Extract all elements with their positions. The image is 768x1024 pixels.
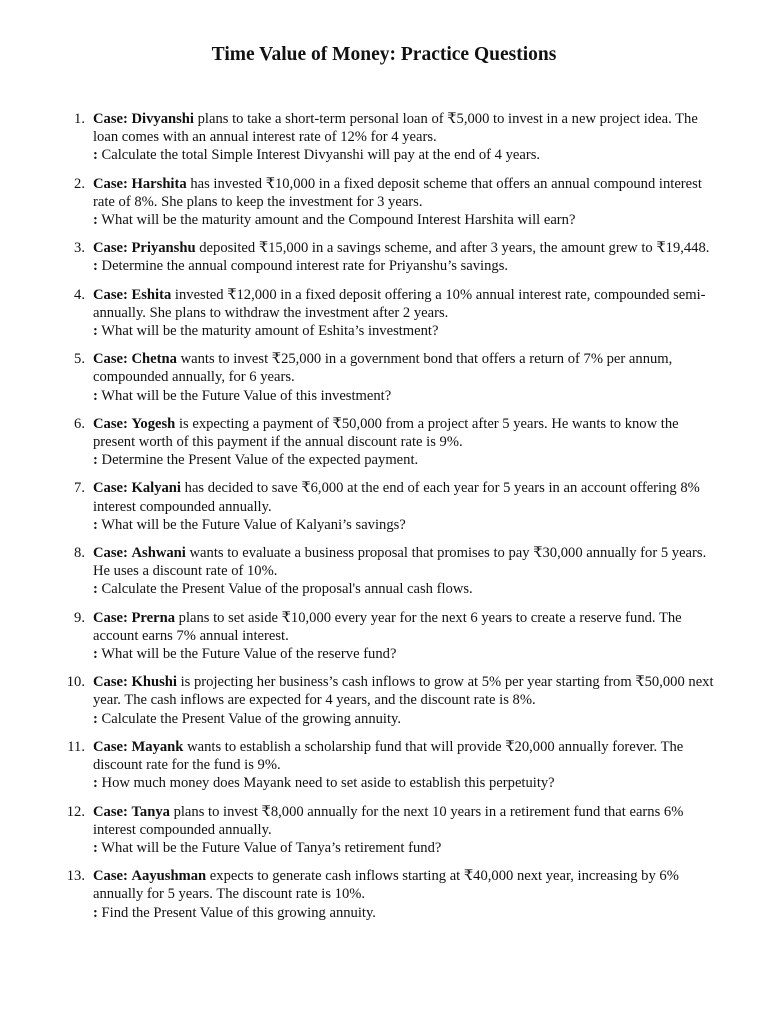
question-prefix: :	[93, 775, 98, 792]
case-name: Kalyani	[131, 480, 181, 497]
case-name: Priyanshu	[131, 240, 196, 257]
case-label: Case:	[93, 674, 128, 691]
question-number: 3.	[74, 240, 85, 257]
question-item	[0, 239, 768, 275]
case-text: wants to evaluate a business proposal that promises to pay ₹30,000 annually for 5 years. He uses a discount rate of 10%.	[93, 545, 707, 580]
case-text: wants to establish a scholarship fund that will provide ₹20,000 annually forever. The discount rate for the fund is 9%.	[93, 738, 684, 774]
question-text: What will be the Future Value of the reserve fund?	[101, 646, 397, 663]
case-label: Case:	[93, 868, 128, 885]
question-item	[0, 544, 768, 599]
question-item	[0, 175, 768, 230]
question-line	[93, 839, 722, 857]
case-name: Prerna	[131, 609, 176, 626]
question-line	[93, 516, 722, 534]
question-text: Calculate the Present Value of the growing annuity.	[101, 710, 402, 727]
case-name: Tanya	[131, 803, 170, 820]
question-line	[93, 645, 722, 663]
case-name: Eshita	[131, 286, 172, 303]
question-item	[0, 803, 768, 858]
question-number: 12.	[66, 803, 85, 820]
question-prefix: :	[93, 904, 98, 921]
question-number: 8.	[74, 545, 85, 562]
question-line	[93, 904, 722, 922]
question-item	[0, 609, 768, 664]
question-number: 6.	[74, 415, 85, 432]
case-text: plans to take a short-term personal loan of ₹5,000 to invest in a new project idea. The loan comes with an annual interest rate of 12% for 4 years.	[93, 111, 698, 146]
case-label: Case:	[93, 415, 128, 432]
case-text: plans to invest ₹8,000 annually for the next 10 years in a retirement fund that earns 6% interest compounded annually.	[93, 803, 684, 838]
question-text: What will be the maturity amount and the Compound Interest Harshita will earn?	[101, 212, 576, 229]
question-text: Find the Present Value of this growing annuity.	[101, 904, 376, 921]
question-line	[93, 211, 722, 229]
question-item	[0, 415, 768, 470]
case-text: wants to invest ₹25,000 in a government bond that offers a return of 7% per annum, compounded annually, for 6 years.	[93, 351, 673, 386]
case-name: Harshita	[131, 175, 187, 192]
question-item	[0, 110, 768, 165]
case-label: Case:	[93, 286, 128, 303]
question-number: 11.	[67, 738, 85, 755]
question-number: 4.	[74, 286, 85, 303]
question-prefix: :	[93, 581, 98, 598]
question-line	[93, 322, 722, 340]
question-number: 5.	[74, 351, 85, 368]
question-number: 13.	[66, 868, 85, 885]
case-name: Ashwani	[131, 545, 186, 562]
case-label: Case:	[93, 545, 128, 562]
question-text: Determine the annual compound interest rate for Priyanshu’s savings.	[101, 258, 509, 275]
question-prefix: :	[93, 839, 98, 856]
question-number: 2.	[74, 175, 85, 192]
question-line	[93, 146, 722, 164]
question-text: What will be the maturity amount of Eshita’s investment?	[101, 323, 439, 340]
case-text: expects to generate cash inflows starting at ₹40,000 next year, increasing by 6% annually for 5 years. The discount rate is 10%.	[93, 868, 679, 903]
question-text: Calculate the Present Value of the proposal's annual cash flows.	[101, 581, 473, 598]
question-text: Determine the Present Value of the expected payment.	[101, 452, 419, 469]
question-text: Calculate the total Simple Interest Divyanshi will pay at the end of 4 years.	[101, 147, 541, 164]
case-name: Aayushman	[131, 868, 207, 885]
case-name: Divyanshi	[131, 111, 194, 127]
document-title: Time Value of Money: Practice Questions	[211, 44, 557, 65]
case-label: Case:	[93, 480, 128, 497]
question-list	[0, 110, 768, 932]
case-label: Case:	[93, 240, 128, 257]
question-line	[93, 710, 722, 728]
question-prefix: :	[93, 516, 98, 533]
case-text: has decided to save ₹6,000 at the end of each year for 5 years in an account offering 8% interest compounded annually.	[93, 480, 700, 515]
case-name: Mayank	[131, 738, 184, 755]
case-text: deposited ₹15,000 in a savings scheme, and after 3 years, the amount grew to ₹19,448.	[199, 240, 710, 257]
question-number: 10.	[66, 674, 85, 691]
question-item	[0, 479, 768, 534]
question-number: 1.	[74, 111, 85, 127]
question-line	[93, 580, 722, 598]
case-name: Khushi	[131, 674, 177, 691]
question-item	[0, 867, 768, 922]
question-line	[93, 257, 722, 275]
question-prefix: :	[93, 646, 98, 663]
question-prefix: :	[93, 387, 98, 404]
case-name: Chetna	[131, 351, 177, 368]
question-number: 7.	[74, 480, 85, 497]
case-name: Yogesh	[131, 415, 176, 432]
question-prefix: :	[93, 710, 98, 727]
case-text: plans to set aside ₹10,000 every year for the next 6 years to create a reserve fund. The account earns 7% annual interest.	[93, 609, 682, 644]
question-line	[93, 451, 722, 469]
question-line	[93, 387, 722, 405]
question-line	[93, 774, 722, 792]
question-prefix: :	[93, 452, 98, 469]
question-prefix: :	[93, 323, 98, 340]
case-label: Case:	[93, 738, 128, 755]
question-number: 9.	[74, 609, 85, 626]
question-item	[0, 673, 768, 728]
question-prefix: :	[93, 212, 98, 229]
case-label: Case:	[93, 111, 128, 127]
case-label: Case:	[93, 351, 128, 368]
question-text: How much money does Mayank need to set aside to establish this perpetuity?	[101, 775, 555, 792]
case-label: Case:	[93, 609, 128, 626]
question-text: What will be the Future Value of Kalyani’s savings?	[101, 516, 406, 533]
case-label: Case:	[93, 175, 128, 192]
case-text: is expecting a payment of ₹50,000 from a project after 5 years. He wants to know the present worth of this payment if the annual discount rate is 9%.	[93, 415, 679, 451]
question-text: What will be the Future Value of Tanya’s retirement fund?	[101, 839, 442, 856]
question-prefix: :	[93, 147, 98, 164]
question-text: What will be the Future Value of this investment?	[101, 387, 392, 404]
question-item	[0, 350, 768, 405]
case-text: invested ₹12,000 in a fixed deposit offering a 10% annual interest rate, compounded semi-annually. She plans to withdraw the investment after 2 years.	[93, 286, 706, 321]
case-label: Case:	[93, 803, 128, 820]
question-prefix: :	[93, 258, 98, 275]
question-item	[0, 738, 768, 793]
question-item	[0, 286, 768, 341]
case-text: has invested ₹10,000 in a fixed deposit scheme that offers an annual compound interest rate of 8%. She plans to keep the investment for 3 years.	[93, 175, 702, 210]
case-text: is projecting her business’s cash inflows to grow at 5% per year starting from ₹50,000 next year. The cash inflows are expected for 4 years, and the discount rate is 8%.	[93, 674, 714, 709]
